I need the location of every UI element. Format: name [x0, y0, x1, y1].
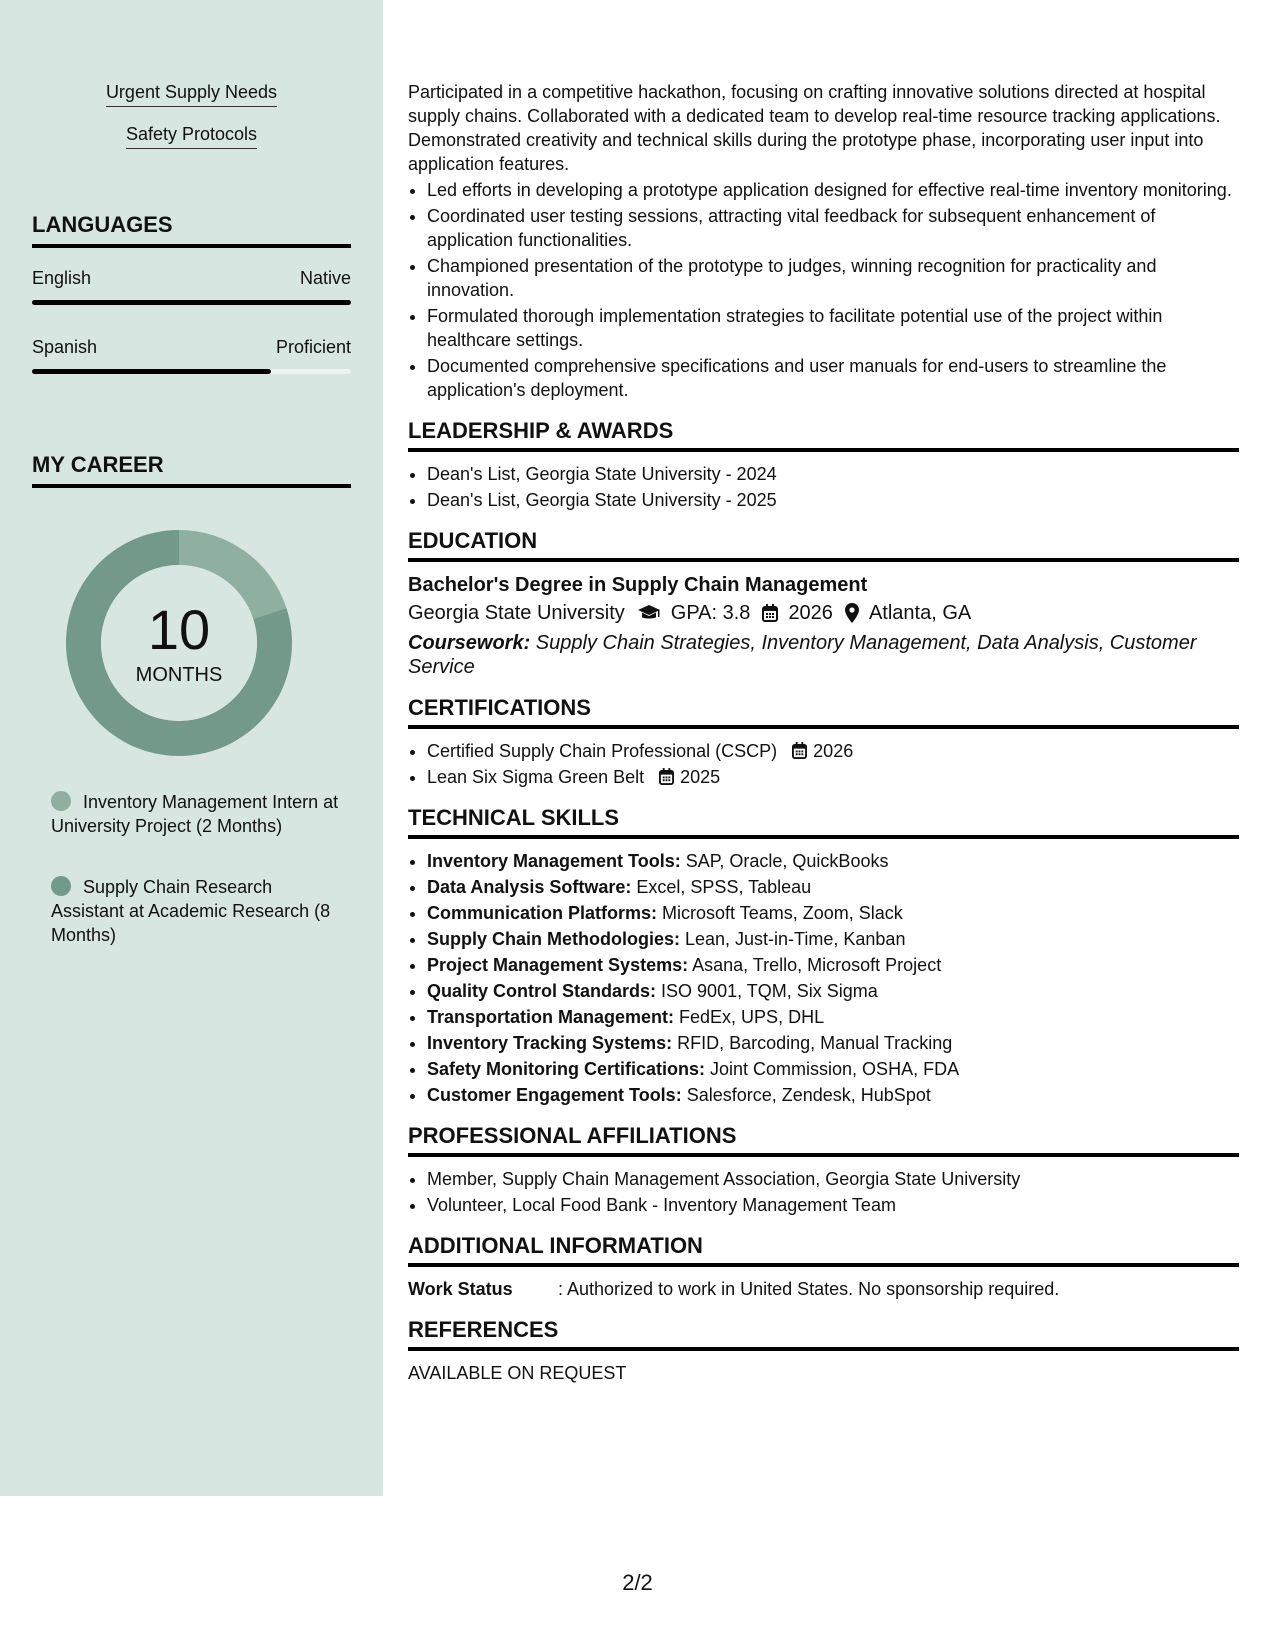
certifications-list [408, 739, 1239, 789]
skill-label: Quality Control Standards: [427, 981, 657, 1001]
work-status-label: Work Status [408, 1279, 513, 1299]
interest-tag: Urgent Supply Needs [106, 82, 277, 107]
language-row-english [32, 268, 351, 289]
calendar-icon [659, 768, 674, 785]
skill-item [427, 953, 1239, 977]
references-text: AVAILABLE ON REQUEST [408, 1363, 627, 1383]
skill-value: Joint Commission, OSHA, FDA [705, 1059, 960, 1079]
list-item: • Volunteer, Local Food Bank - Inventory Management Team [427, 1193, 1239, 1217]
project-bullets [408, 178, 1239, 402]
language-bar-fill [32, 369, 271, 374]
career-legend-item [51, 875, 341, 947]
career-total-unit: MONTHS [135, 664, 223, 686]
main-content [408, 80, 1239, 1385]
coursework [408, 631, 1239, 679]
language-name: Spanish [32, 337, 98, 357]
education-heading: EDUCATION [408, 528, 1239, 562]
legend-dot-icon [51, 876, 71, 896]
list-item: • Championed presentation of the prototype to judges, winning recognition for practicality and innovation. [427, 254, 1239, 302]
skill-item [427, 1057, 1239, 1081]
language-bar-fill [32, 300, 351, 305]
career-heading: MY CAREER [32, 452, 351, 488]
skill-value: ISO 9001, TQM, Six Sigma [656, 981, 878, 1001]
skill-value: FedEx, UPS, DHL [674, 1007, 825, 1027]
career-legend-label: Supply Chain Research Assistant at Academic Research (8 Months) [51, 877, 331, 945]
location-pin-icon [845, 603, 859, 623]
graduation-year: 2026 [788, 602, 833, 624]
language-level: Proficient [275, 337, 351, 357]
language-level: Native [299, 268, 351, 288]
language-bar-spanish [32, 369, 351, 374]
leadership-heading: LEADERSHIP & AWARDS [408, 418, 1239, 452]
language-name: English [32, 268, 92, 288]
skill-item [427, 979, 1239, 1003]
skill-label: Data Analysis Software: [427, 877, 632, 897]
technical-skills-heading: TECHNICAL SKILLS [408, 805, 1239, 839]
skill-label: Inventory Tracking Systems: [427, 1033, 673, 1053]
list-item [427, 765, 1239, 789]
degree-title: Bachelor's Degree in Supply Chain Management [408, 574, 868, 596]
leadership-list [408, 462, 1239, 512]
education-details [408, 598, 1239, 628]
list-item: • Led efforts in developing a prototype application designed for effective real-time inventory monitoring. [427, 178, 1239, 202]
gpa: GPA: 3.8 [670, 602, 751, 624]
certification-year: 2026 [813, 741, 854, 761]
certifications-heading: CERTIFICATIONS [408, 695, 1239, 729]
career-legend-label: Inventory Management Intern at University Project (2 Months) [51, 792, 339, 836]
skill-value: RFID, Barcoding, Manual Tracking [672, 1033, 953, 1053]
list-item: • Dean's List, Georgia State University - 2024 [427, 462, 1239, 486]
certification-name: Certified Supply Chain Professional (CSCP) [427, 741, 778, 761]
school-location: Atlanta, GA [868, 602, 972, 624]
skill-label: Communication Platforms: [427, 903, 658, 923]
skill-label: Transportation Management: [427, 1007, 675, 1027]
sidebar [0, 0, 383, 1496]
list-item [427, 739, 1239, 763]
references-heading: REFERENCES [408, 1317, 1239, 1351]
skill-item [427, 849, 1239, 873]
certification-year: 2025 [680, 767, 721, 787]
language-bar-english [32, 300, 351, 305]
skill-value: SAP, Oracle, QuickBooks [680, 851, 889, 871]
page-number: 2/2 [622, 1570, 653, 1595]
list-item: • Formulated thorough implementation strategies to facilitate potential use of the project within healthcare settings. [427, 304, 1239, 352]
affiliations-heading: PROFESSIONAL AFFILIATIONS [408, 1123, 1239, 1157]
skill-value: Asana, Trello, Microsoft Project [688, 955, 942, 975]
skill-item [427, 901, 1239, 925]
career-total-months: 10 [147, 598, 211, 661]
skill-value: Lean, Just-in-Time, Kanban [680, 929, 906, 949]
list-item: • Coordinated user testing sessions, attracting vital feedback for subsequent enhancement of application functionalities. [427, 204, 1239, 252]
career-legend-item [51, 790, 341, 838]
project-description: Participated in a competitive hackathon, focusing on crafting innovative solutions directed at hospital supply chains. Collaborated with a dedicated team to develop real-time resource tracking applications. Demonstrated creativity and technical skills during the prototype phase, incorporating user input into application features. [408, 82, 1221, 174]
skill-value: Excel, SPSS, Tableau [631, 877, 812, 897]
skill-label: Inventory Management Tools: [427, 851, 681, 871]
additional-info-heading: ADDITIONAL INFORMATION [408, 1233, 1239, 1267]
skills-list [408, 849, 1239, 1107]
work-status-row [408, 1277, 1239, 1301]
skill-item [427, 1005, 1239, 1029]
work-status-value: : Authorized to work in United States. No sponsorship required. [558, 1279, 1060, 1299]
graduation-cap-icon [637, 604, 661, 622]
skill-label: Customer Engagement Tools: [427, 1085, 682, 1105]
affiliations-list [408, 1167, 1239, 1217]
skill-label: Supply Chain Methodologies: [427, 929, 680, 949]
list-item: • Documented comprehensive specifications and user manuals for end-users to streamline the application's deployment. [427, 354, 1239, 402]
coursework-list: Supply Chain Strategies, Inventory Management, Data Analysis, Customer Service [408, 632, 1197, 678]
legend-dot-icon [51, 791, 71, 811]
skill-label: Project Management Systems: [427, 955, 689, 975]
skill-item [427, 875, 1239, 899]
skill-item [427, 1083, 1239, 1107]
language-row-spanish [32, 337, 351, 358]
list-item: • Dean's List, Georgia State University - 2025 [427, 488, 1239, 512]
certification-name: Lean Six Sigma Green Belt [427, 767, 645, 787]
list-item: • Member, Supply Chain Management Association, Georgia State University [427, 1167, 1239, 1191]
calendar-icon [762, 604, 778, 622]
skill-item [427, 927, 1239, 951]
coursework-label: Coursework: [408, 632, 531, 654]
school-name: Georgia State University [408, 602, 625, 624]
skill-value: Microsoft Teams, Zoom, Slack [657, 903, 903, 923]
skill-value: Salesforce, Zendesk, HubSpot [681, 1085, 931, 1105]
languages-heading: LANGUAGES [32, 212, 351, 248]
skill-item [427, 1031, 1239, 1055]
skill-label: Safety Monitoring Certifications: [427, 1059, 706, 1079]
interest-tags [0, 82, 383, 166]
interest-tag: Safety Protocols [126, 124, 257, 149]
calendar-icon [792, 742, 807, 759]
